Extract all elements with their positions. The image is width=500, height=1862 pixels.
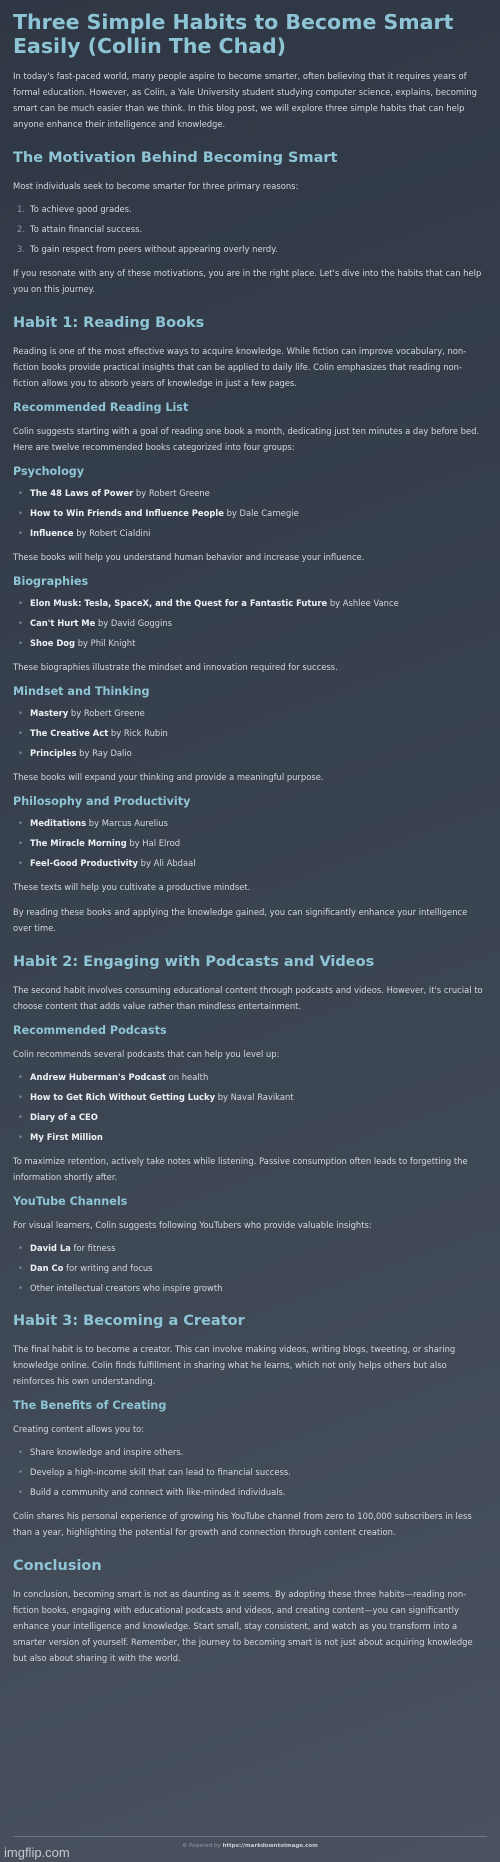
book-author: by Dale Carnegie [223,508,299,518]
list-number: 3. [17,244,25,254]
book-title: Can't Hurt Me [30,618,96,628]
reading-list-text: Colin suggests starting with a goal of reading one book a month, dedicating just ten minutes a day before bed. Here are twelve recommended books categorized into four groups: [13,426,480,452]
list-item [13,817,487,830]
philosophy-list [13,817,487,870]
footer [13,1836,487,1855]
list-item [13,507,487,520]
page-title: Three Simple Habits to Become Smart Easily (Collin The Chad) [13,10,454,58]
podcasts-text: Colin recommends several podcasts that can help you level up: [13,1049,280,1059]
motivation-section [13,150,487,297]
footer-link[interactable]: https://markdowntoimage.com [222,1843,318,1849]
list-item [13,637,487,650]
list-item [13,1242,487,1255]
list-item [13,617,487,630]
intro-paragraph: In today's fast-paced world, many people aspire to become smarter, often believing that it requires years of formal education. However, as Colin, a Yale University student studying computer science, explains, becoming smart can be much easier than we think. In this blog post, we will explore three simple habits that can help anyone enhance their intelligence and knowledge. [13,71,477,129]
book-author: by Robert Cialdini [73,528,151,538]
footer-prefix: ⚙ Powered by [182,1843,223,1849]
book-title: How to Win Friends and Influence People [30,508,224,518]
podcasts-heading: Recommended Podcasts [13,1024,167,1037]
youtube-text: For visual learners, Colin suggests following YouTubers who provide valuable insights: [13,1220,372,1230]
book-author: by Hal Elrod [126,838,181,848]
podcast-title: My First Million [30,1132,103,1142]
list-item: • Develop a high-income skill that can lead to financial success. [13,1466,487,1479]
book-title: Feel-Good Productivity [30,858,138,868]
book-author: by Robert Greene [133,488,210,498]
motivation-closing: If you resonate with any of these motivations, you are in the right place. Let's dive into the habits that can help you on this journey. [13,268,482,294]
mindset-note: These books will expand your thinking and provide a meaningful purpose. [13,772,324,782]
biographies-note: These biographies illustrate the mindset and innovation required for success. [13,662,338,672]
list-item [13,707,487,720]
psychology-block [13,465,487,565]
philosophy-note: These texts will help you cultivate a productive mindset. [13,882,251,892]
list-item [13,527,487,540]
podcast-detail: on health [165,1072,209,1082]
psychology-list [13,487,487,540]
channel-name: David La [30,1243,71,1253]
mindset-block [13,685,487,785]
conclusion-heading: Conclusion [13,1558,102,1574]
motivation-list [13,203,487,256]
benefits-block [13,1399,487,1540]
podcast-title: How to Get Rich Without Getting Lucky [30,1092,216,1102]
book-author: by Ali Abdaal [138,858,196,868]
book-title: Elon Musk: Tesla, SpaceX, and the Quest for a Fantastic Future [30,598,328,608]
biographies-list [13,597,487,650]
mindset-heading: Mindset and Thinking [13,685,150,698]
youtube-list [13,1242,487,1295]
book-author: by Ashlee Vance [327,598,399,608]
list-item [13,727,487,740]
list-item [13,837,487,850]
list-item-text: To achieve good grades. [30,204,132,214]
list-number: 2. [17,224,25,234]
book-author: by Marcus Aurelius [86,818,169,828]
habit3-text: The final habit is to become a creator. This can involve making videos, writing blogs, tweeting, or sharing knowledge online. Colin finds fulfillment in sharing what he learns, which not only helps others but also reinforces his own understanding. [13,1344,456,1386]
list-item [13,1091,487,1104]
channel-detail: for writing and focus [63,1263,153,1273]
habit2-text: The second habit involves consuming educational content through podcasts and videos. However, it's crucial to choose content that adds value rather than mindless entertainment. [13,985,483,1011]
list-item-text: To gain respect from peers without appearing overly nerdy. [30,244,278,254]
book-title: The Creative Act [30,728,109,738]
habit3-heading: Habit 3: Becoming a Creator [13,1313,245,1329]
list-item [13,747,487,760]
book-title: Influence [30,528,74,538]
benefits-text: Creating content allows you to: [13,1424,145,1434]
motivation-lead: Most individuals seek to become smarter for three primary reasons: [13,181,299,191]
list-item: • Build a community and connect with like-minded individuals. [13,1486,487,1499]
list-item [13,487,487,500]
habit3-closing: Colin shares his personal experience of growing his YouTube channel from zero to 100,000 subscribers in less than a year, highlighting the potential for growth and connection through content creation. [13,1511,472,1537]
habit3-section [13,1313,487,1540]
list-item [13,203,487,216]
podcasts-list [13,1071,487,1144]
list-item [13,1111,487,1124]
book-author: by Robert Greene [68,708,145,718]
motivation-heading: The Motivation Behind Becoming Smart [13,150,338,166]
book-title: The Miracle Morning [30,838,127,848]
book-title: Mastery [30,708,69,718]
conclusion-text: In conclusion, becoming smart is not as daunting as it seems. By adopting these three habits—reading non-fiction books, engaging with educational podcasts and videos, and creating content—you can significantly enhance your intelligence and knowledge. Start small, stay consistent, and watch as you transform into a smarter version of yourself. Remember, the journey to becoming smart is not just about acquiring knowledge but also about sharing it with the world. [13,1589,473,1663]
reading-list-block [13,401,487,455]
habit1-text: Reading is one of the most effective ways to acquire knowledge. While fiction can improve vocabulary, non-fiction books provide practical insights that can be applied to daily life. Colin emphasizes that reading non-fiction allows you to absorb years of knowledge in just a few pages. [13,346,467,388]
benefits-list [13,1446,487,1499]
book-author: by Rick Rubin [108,728,168,738]
list-item: • Share knowledge and inspire others. [13,1446,487,1459]
book-author: by David Goggins [95,618,172,628]
habit1-section [13,315,487,936]
reading-list-heading: Recommended Reading List [13,401,189,414]
habit1-heading: Habit 1: Reading Books [13,315,205,331]
mindset-list [13,707,487,760]
youtube-block [13,1195,487,1295]
watermark: imgflip.com [4,1845,70,1860]
list-item [13,243,487,256]
list-item-text: To attain financial success. [30,224,143,234]
philosophy-heading: Philosophy and Productivity [13,795,191,808]
biographies-heading: Biographies [13,575,89,588]
book-title: Principles [30,748,77,758]
habit2-heading: Habit 2: Engaging with Podcasts and Videos [13,954,375,970]
book-title: Meditations [30,818,87,828]
list-item [13,597,487,610]
list-number: 1. [17,204,25,214]
channel-detail: for fitness [70,1243,116,1253]
biographies-block [13,575,487,675]
book-title: The 48 Laws of Power [30,488,134,498]
benefits-heading: The Benefits of Creating [13,1399,167,1412]
philosophy-block [13,795,487,895]
podcasts-note: To maximize retention, actively take notes while listening. Passive consumption often leads to forgetting the information shortly after. [13,1156,468,1182]
psychology-heading: Psychology [13,465,85,478]
podcast-title: Andrew Huberman's Podcast [30,1072,166,1082]
channel-name: Dan Co [30,1263,64,1273]
psychology-note: These books will help you understand human behavior and increase your influence. [13,552,365,562]
book-author: by Phil Knight [75,638,136,648]
habit2-section [13,954,487,1295]
book-title: Shoe Dog [30,638,76,648]
podcasts-block [13,1024,487,1185]
youtube-heading: YouTube Channels [13,1195,128,1208]
list-item [13,1071,487,1084]
book-author: by Ray Dalio [76,748,132,758]
list-item [13,857,487,870]
channel-detail: Other intellectual creators who inspire growth [30,1283,223,1293]
list-item [13,1131,487,1144]
list-item [13,1282,487,1295]
list-item [13,223,487,236]
habit1-closing: By reading these books and applying the knowledge gained, you can significantly enhance your intelligence over time. [13,907,468,933]
conclusion-section [13,1558,487,1666]
list-item [13,1262,487,1275]
podcast-detail: by Naval Ravikant [215,1092,294,1102]
podcast-title: Diary of a CEO [30,1112,98,1122]
